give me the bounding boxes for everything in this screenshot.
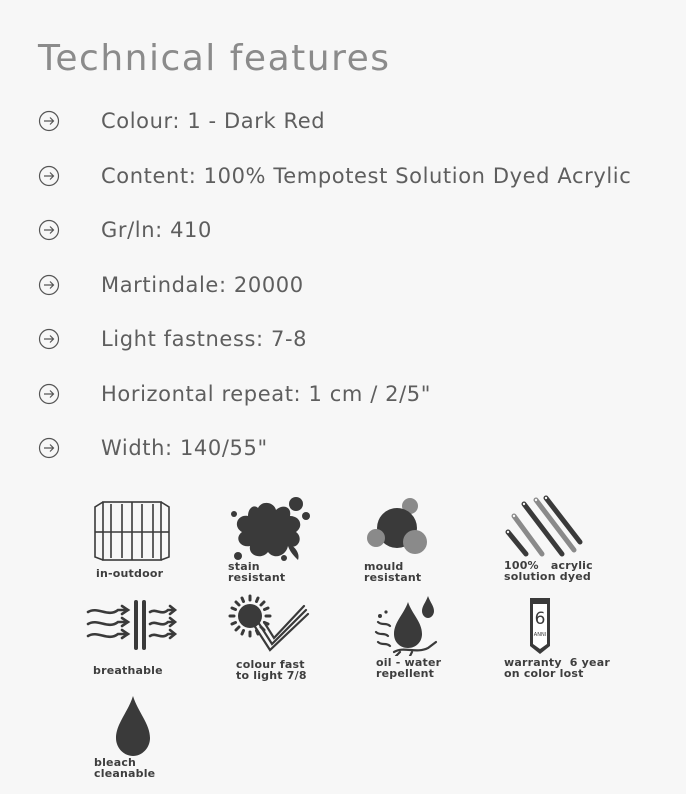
sun-icon	[228, 594, 314, 658]
feature-text: Horizontal repeat: 1 cm / 2/5"	[101, 381, 432, 406]
feature-text: Colour: 1 - Dark Red	[101, 109, 326, 133]
badge-label: mould resistant	[364, 560, 422, 584]
feature-text: Light fastness: 7-8	[101, 327, 308, 351]
badge-label: in-outdoor	[96, 567, 164, 580]
badge-warranty	[502, 594, 652, 690]
badge-stain-resistant	[226, 494, 376, 590]
badge-in-outdoor	[94, 498, 244, 594]
badge-mould-resistant	[362, 494, 512, 590]
badge-label: stain resistant	[228, 560, 286, 584]
stain-splash-icon	[226, 494, 312, 562]
badge-oil-water-repellent	[372, 592, 522, 688]
airflow-icon	[86, 598, 182, 654]
window-icon	[94, 498, 174, 562]
water-drop-icon	[372, 592, 444, 656]
drop-icon	[94, 694, 164, 758]
badge-bleach-cleanable	[94, 694, 244, 790]
badge-label: oil - water repellent	[376, 656, 442, 680]
badge-label: colour fast to light 7/8	[236, 658, 307, 682]
warranty-tag-text: ANNI	[533, 632, 547, 638]
fibers-icon	[502, 494, 584, 560]
page-title: Technical features	[38, 38, 391, 79]
warranty-tag-icon	[502, 594, 582, 658]
warranty-number: 6	[534, 609, 546, 629]
feature-text: Content: 100% Tempotest Solution Dyed Acrylic	[101, 163, 632, 188]
badge-label: warranty 6 year on color lost	[504, 656, 610, 680]
feature-text: Martindale: 20000	[101, 272, 304, 297]
feature-text: Width: 140/55"	[101, 436, 268, 460]
badge-label: breathable	[93, 664, 163, 677]
feature-text: Gr/ln: 410	[101, 218, 212, 242]
badge-label: bleach cleanable	[94, 756, 156, 780]
badge-label: 100% acrylic solution dyed	[504, 559, 593, 583]
badge-acrylic-solution-dyed	[502, 494, 652, 590]
mould-spores-icon	[362, 494, 436, 560]
badge-colour-fast	[228, 594, 378, 690]
badge-breathable	[86, 598, 236, 694]
